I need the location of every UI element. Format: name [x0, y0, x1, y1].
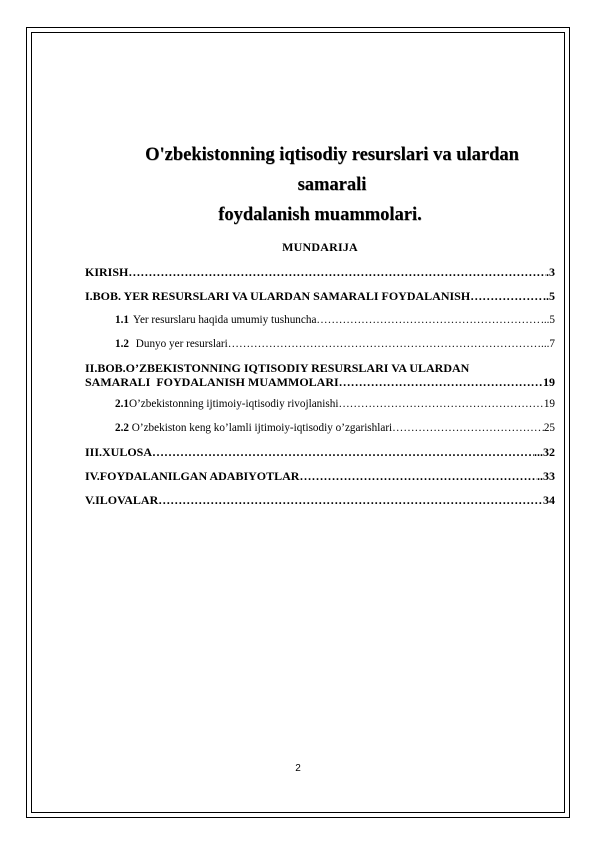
toc-entry-references[interactable] — [85, 469, 555, 483]
toc-entry-page: ..5 — [543, 289, 555, 303]
toc-entry-text: I.BOB. YER RESURSLARI VA ULARDAN SAMARALI FOYDALANISH — [85, 289, 471, 303]
toc-leader-dots — [228, 337, 541, 351]
document-title — [85, 140, 555, 230]
toc-leader-dots — [158, 493, 543, 507]
toc-leader-dots — [470, 289, 543, 303]
toc-leader-dots — [299, 469, 537, 483]
toc-entry-text: IV.FOYDALANILGAN ADABIYOTLAR — [85, 469, 300, 483]
toc-leader-dots — [128, 265, 546, 279]
toc-entry-page: .3 — [546, 265, 555, 279]
toc-entry-page: ..33 — [537, 469, 555, 483]
toc-entry-page: 19 — [543, 398, 555, 410]
toc-entry-line-2 — [85, 375, 555, 389]
toc-leader-dots — [316, 313, 541, 327]
toc-entry-page: 25 — [543, 422, 555, 434]
toc-section-number: 2.1 — [115, 398, 129, 410]
toc-leader-dots — [392, 421, 544, 435]
toc-entry-chapter-1[interactable] — [85, 289, 555, 303]
toc-entry-page: ...7 — [541, 338, 555, 350]
toc-entry-section-2-2[interactable] — [85, 421, 555, 435]
toc-entry-text: III.XULOSA — [85, 445, 153, 459]
toc-leader-dots — [339, 375, 543, 389]
toc-entry-page: ...5 — [541, 314, 555, 326]
toc-entry-text: KIRISH — [85, 265, 129, 279]
toc-entry-text: O’zbekiston keng ko’lamli ijtimoiy-iqtisodiy o’zgarishlari — [128, 422, 393, 434]
toc-entry-section-1-1[interactable] — [85, 313, 555, 327]
toc-entry-conclusion[interactable] — [85, 445, 555, 459]
toc-section-number: 1.1 — [115, 314, 129, 326]
title-line-1: O'zbekistonning iqtisodiy resurslari va ulardan samarali — [145, 145, 519, 195]
toc-entry-intro[interactable] — [85, 265, 555, 279]
toc-entry-text-line-2: SAMARALI FOYDALANISH MUAMMOLARI — [85, 375, 339, 389]
toc-entry-appendices[interactable] — [85, 493, 555, 507]
toc-entry-text: Dunyo yer resurslari — [132, 338, 228, 350]
toc-entry-section-1-2[interactable] — [85, 337, 555, 351]
page-content — [85, 140, 555, 517]
toc-entry-chapter-2[interactable] — [85, 361, 555, 389]
page-number: 2 — [295, 763, 301, 774]
toc-section-number: 2.2 — [115, 422, 129, 434]
toc-entry-section-2-1[interactable] — [85, 397, 555, 411]
toc-entry-text: O’zbekistonning ijtimoiy-iqtisodiy rivojlanishi — [128, 398, 339, 410]
toc-entry-text: V.ILOVALAR — [85, 493, 159, 507]
toc-leader-dots — [338, 397, 543, 411]
toc-entry-text: Yer resurslaru haqida umumiy tushuncha — [132, 314, 317, 326]
toc-section-number: 1.2 — [115, 338, 129, 350]
toc-leader-dots — [152, 445, 534, 459]
title-line-2: foydalanish muammolari. — [218, 205, 422, 225]
toc-entry-page: ...32 — [534, 445, 555, 459]
toc-heading: MUNDARIJA — [282, 240, 358, 254]
toc-entry-page: 34 — [543, 493, 555, 507]
toc-entry-page: 19 — [543, 375, 555, 389]
toc-entry-text-line-1: II.BOB.O’ZBEKISTONNING IQTISODIY RESURSLARI VA ULARDAN — [85, 361, 470, 375]
